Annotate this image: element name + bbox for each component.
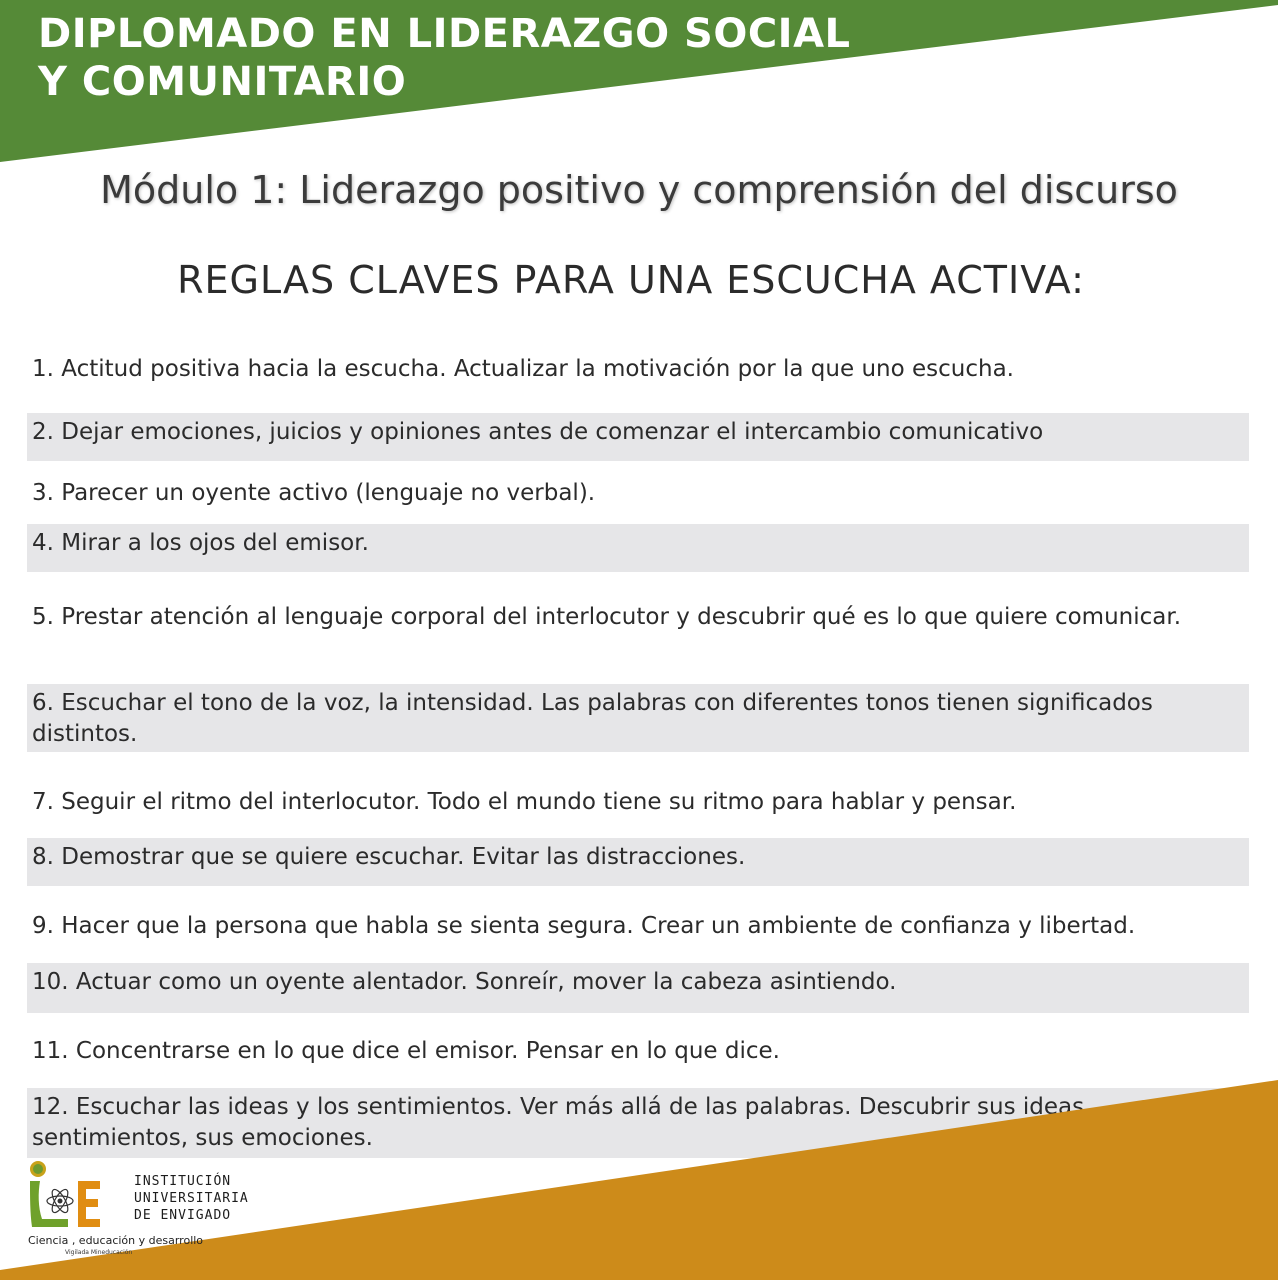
rule-item: 4. Mirar a los ojos del emisor. [27, 524, 1249, 572]
rule-item: 6. Escuchar el tono de la voz, la intensidad. Las palabras con diferentes tonos tienen significados distintos. [27, 684, 1249, 752]
rule-item: 3. Parecer un oyente activo (lenguaje no verbal). [32, 480, 596, 506]
diploma-title: DIPLOMADO EN LIDERAZGO SOCIAL Y COMUNITARIO [38, 11, 851, 105]
rule-item: 9. Hacer que la persona que habla se sienta segura. Crear un ambiente de confianza y libertad. [32, 913, 1136, 939]
module-title: Módulo 1: Liderazgo positivo y comprensión del discurso [100, 168, 1178, 212]
institution-name: INSTITUCIÓN UNIVERSITARIA DE ENVIGADO [134, 1174, 249, 1223]
rules-heading: REGLAS CLAVES PARA UNA ESCUCHA ACTIVA: [177, 258, 1085, 302]
rule-item: 10. Actuar como un oyente alentador. Sonreír, mover la cabeza asintiendo. [27, 963, 1249, 1013]
rule-item: 5. Prestar atención al lenguaje corporal del interlocutor y descubrir qué es lo que quiere comunicar. [32, 604, 1182, 630]
rule-item: 1. Actitud positiva hacia la escucha. Actualizar la motivación por la que uno escucha. [32, 356, 1014, 382]
institution-logo [28, 1157, 268, 1267]
rule-item: 12. Escuchar las ideas y los sentimientos. Ver más allá de las palabras. Descubrir sus ideas, sentimientos, sus emociones. [27, 1088, 1249, 1158]
institution-logo-mark [28, 1157, 128, 1235]
institution-slogan: Ciencia , educación y desarrollo [28, 1234, 204, 1247]
rule-item: 2. Dejar emociones, juicios y opiniones antes de comenzar el intercambio comunicativo [27, 413, 1249, 461]
rule-item: 8. Demostrar que se quiere escuchar. Evitar las distracciones. [27, 838, 1249, 886]
institution-subtext: Vigilada Mineducación [65, 1249, 133, 1256]
rule-item: 7. Seguir el ritmo del interlocutor. Todo el mundo tiene su ritmo para hablar y pensar. [32, 789, 1017, 815]
rule-item: 11. Concentrarse en lo que dice el emisor. Pensar en lo que dice. [32, 1038, 780, 1064]
